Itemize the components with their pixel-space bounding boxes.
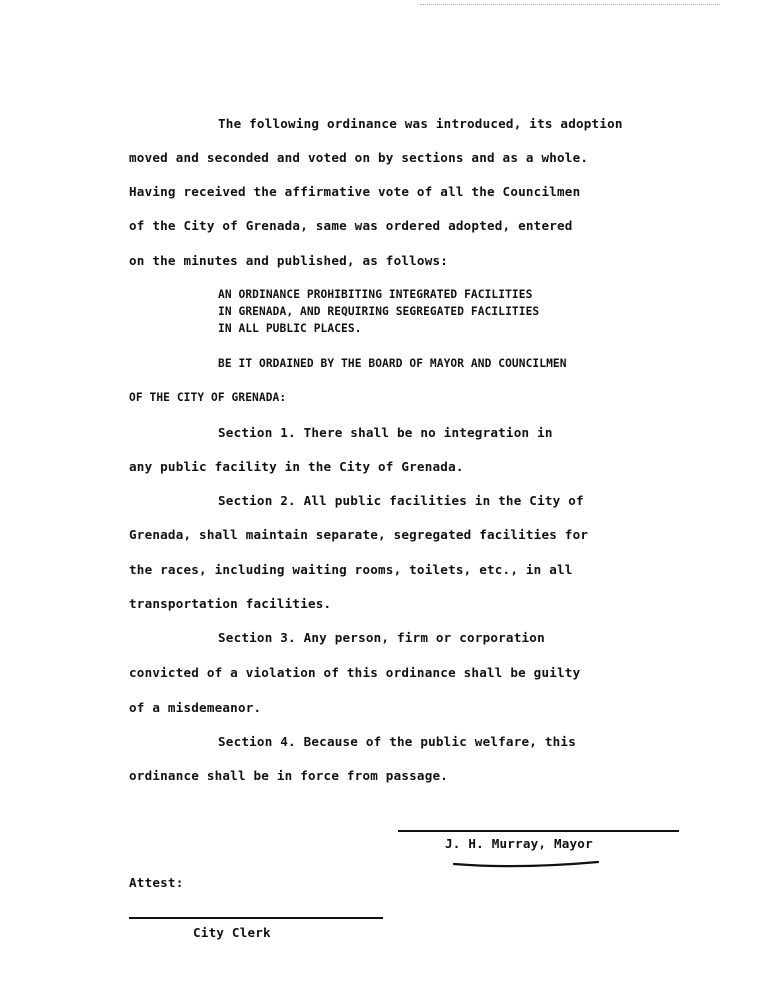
enacting-clause-line-1: BE IT ORDAINED BY THE BOARD OF MAYOR AND COUNCILMEN — [218, 357, 567, 370]
intro-line-3: Having received the affirmative vote of all the Councilmen — [129, 184, 581, 199]
attest-label: Attest: — [129, 875, 184, 890]
section-3-line-3: of a misdemeanor. — [129, 700, 262, 715]
section-1-line-2: any public facility in the City of Grenada. — [129, 459, 464, 474]
ordinance-title-line-3: IN ALL PUBLIC PLACES. — [218, 322, 362, 335]
clerk-signature-line — [129, 917, 383, 919]
enacting-clause-line-2: OF THE CITY OF GRENADA: — [129, 391, 287, 404]
intro-line-2: moved and seconded and voted on by sections and as a whole. — [129, 150, 589, 165]
section-2-line-4: transportation facilities. — [129, 596, 332, 611]
ordinance-title-line-1: AN ORDINANCE PROHIBITING INTEGRATED FACILITIES — [218, 288, 533, 301]
intro-line-4: of the City of Grenada, same was ordered adopted, entered — [129, 218, 573, 233]
signature-underline-flourish — [452, 858, 602, 872]
section-3-line-2: convicted of a violation of this ordinance shall be guilty — [129, 665, 581, 680]
section-3-line-1: Section 3. Any person, firm or corporation — [218, 630, 545, 645]
section-2-line-3: the races, including waiting rooms, toilets, etc., in all — [129, 562, 573, 577]
section-4-line-1: Section 4. Because of the public welfare, this — [218, 734, 576, 749]
section-2-line-1: Section 2. All public facilities in the City of — [218, 493, 584, 508]
section-2-line-2: Grenada, shall maintain separate, segregated facilities for — [129, 527, 589, 542]
section-1-line-1: Section 1. There shall be no integration in — [218, 425, 553, 440]
ordinance-title-line-2: IN GRENADA, AND REQUIRING SEGREGATED FACILITIES — [218, 305, 540, 318]
intro-line-5: on the minutes and published, as follows: — [129, 253, 449, 268]
intro-line-1: The following ordinance was introduced, its adoption — [218, 116, 623, 131]
clerk-title: City Clerk — [193, 925, 271, 940]
mayor-name: J. H. Murray, Mayor — [445, 836, 593, 851]
section-4-line-2: ordinance shall be in force from passage. — [129, 768, 449, 783]
mayor-signature-line — [398, 830, 679, 832]
scan-edge-line — [420, 4, 720, 5]
